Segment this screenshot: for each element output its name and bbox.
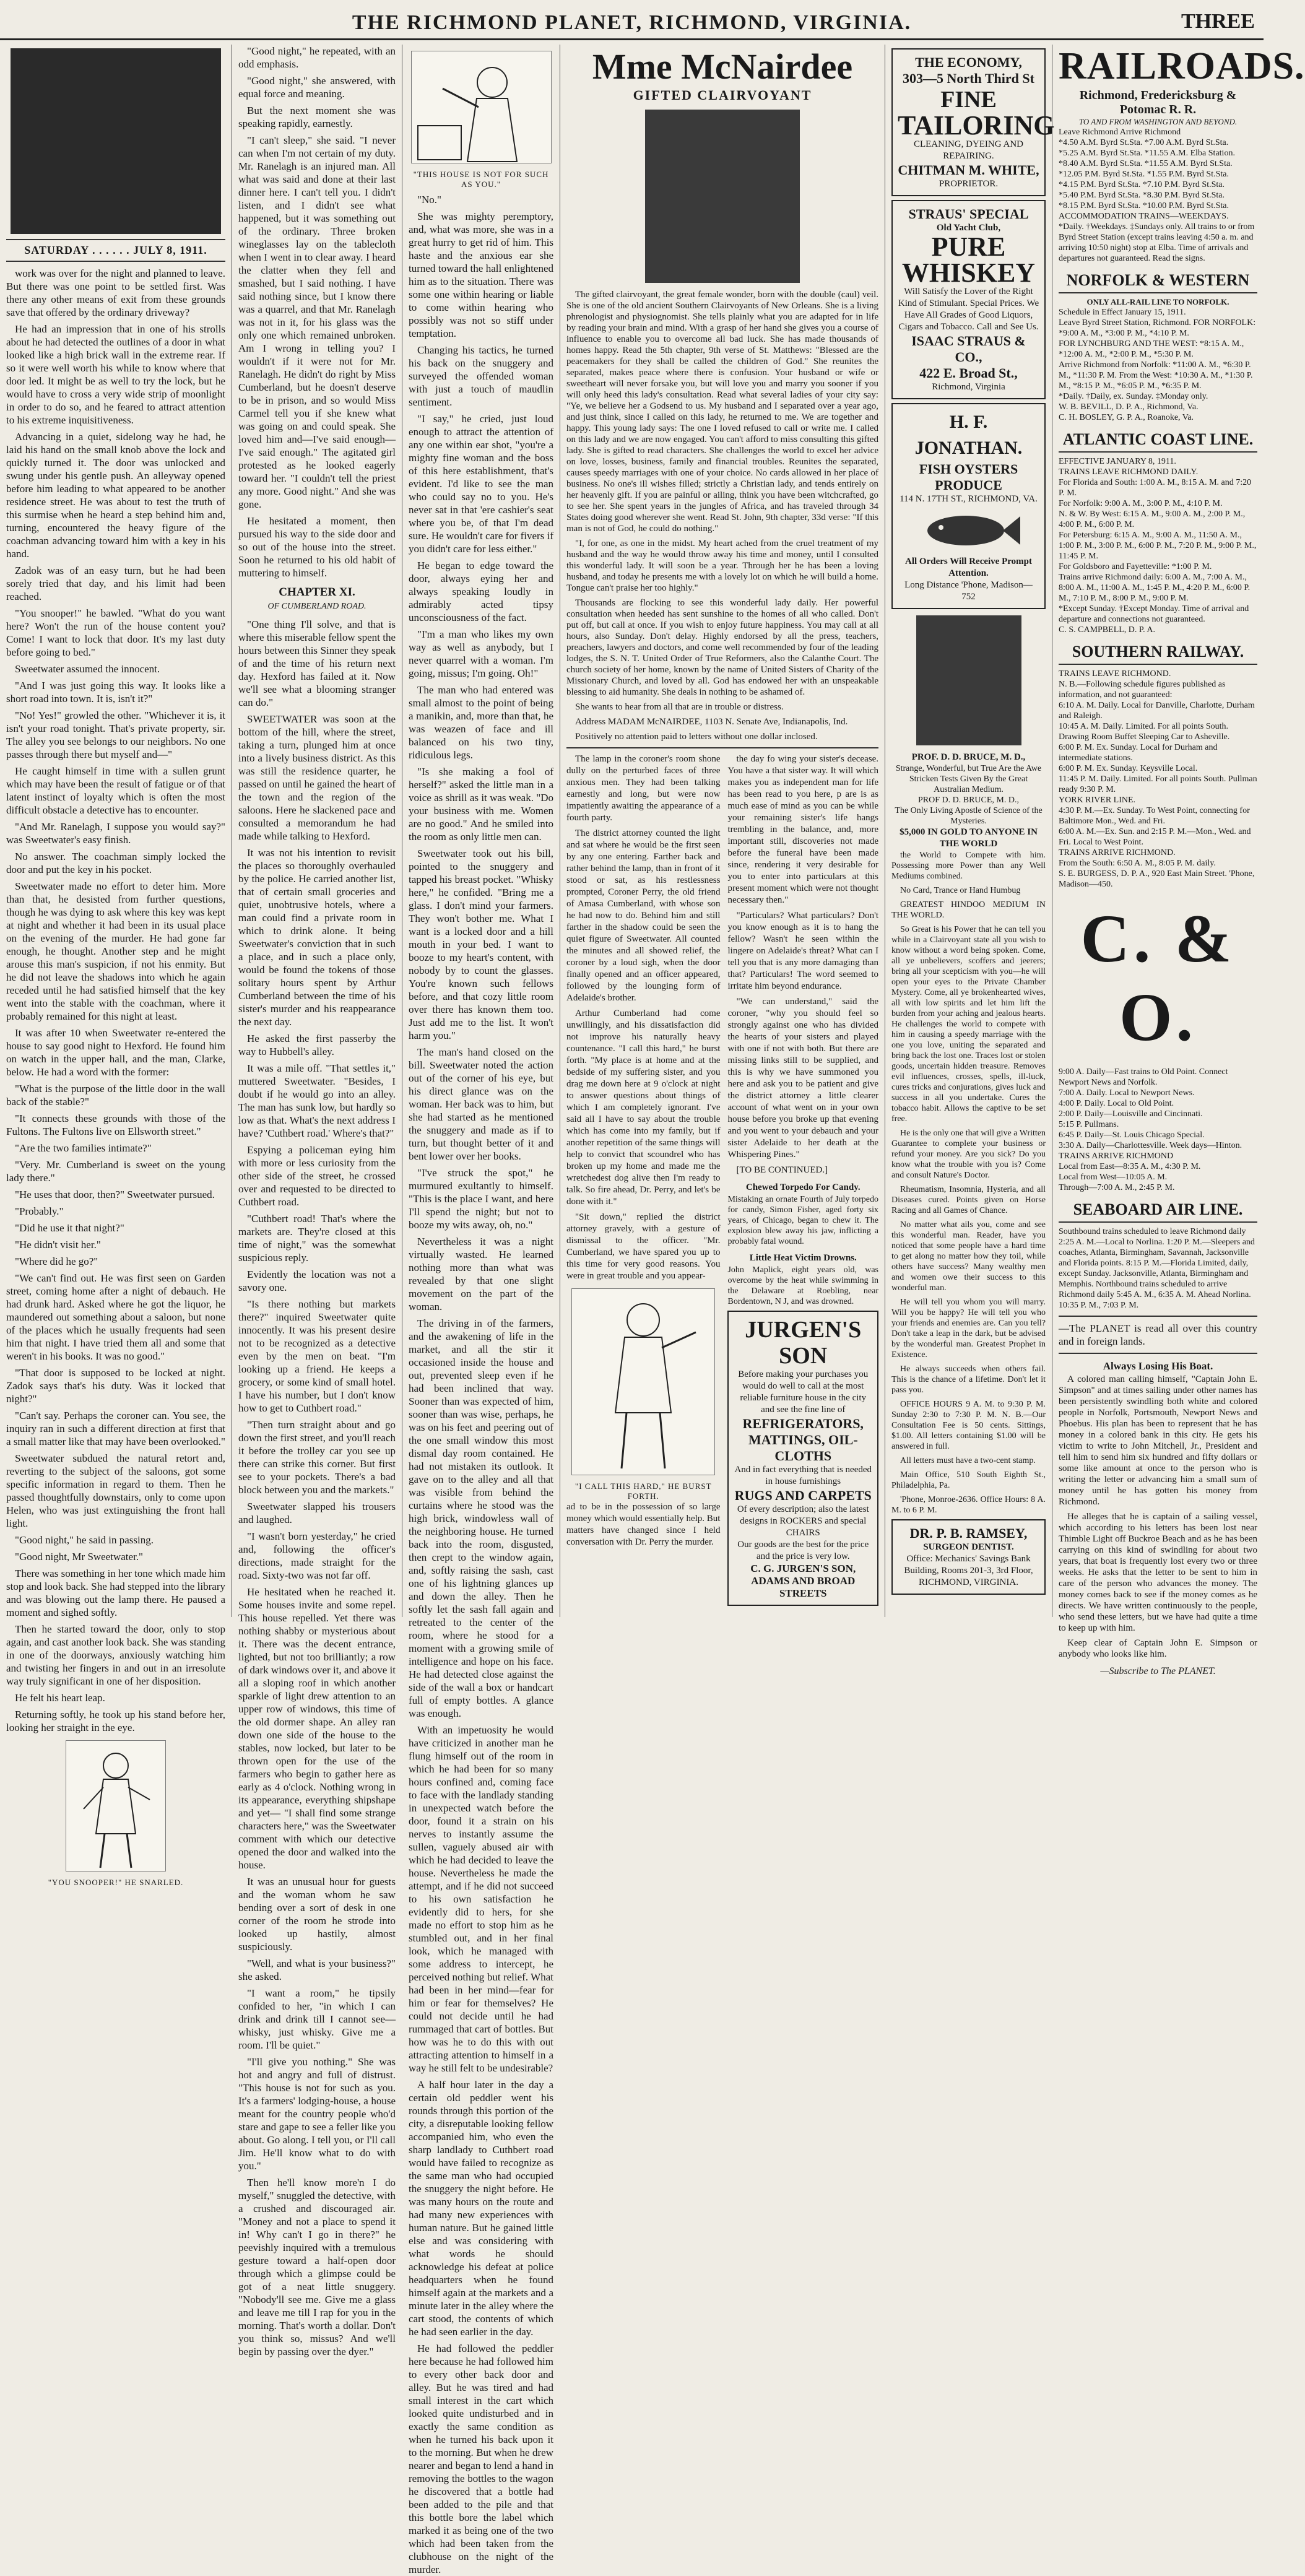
paragraph-4: "I say," he cried, just loud enough to attract the attention of any one within ear shot, "you're a mighty fine woman and the boss of this here establishment, that's evident. I'd like to see the man who could say no to you. He's never sat in that 'ere cashier's seat where you be, of that I'm dead sure. He wouldn't care for fivers if you didn't care for less either." xyxy=(409,413,553,555)
paragraph-18: He hesitated when he reached it. Some houses invite and some repel. This house repelled. Yet there was nothing shabby or mysterious about it. There was the decent entrance, lighted, but not too brilliantly; a row of dark windows over it, and above it all a sloping roof in which another sparkle of light drew attention to an upper row of windows, this time of the old dormer shape. An alley ran down one side of the house to the stables, now locked, but later to be thrown open for the use of the farmers who begin to gather here as early as 4 o'clock. Nothing wrong in its appearance, everything shipshape and yet— "I shall find some strange characters here," was the Sweetwater comment with which our detective opened the door and walked into the house. xyxy=(238,1586,396,1871)
acl-line-6: For Petersburg: 6:15 A. M., 9:00 A. M., 11:50 A. M., 1:00 P. M., 3:00 P. M., 6:00 P. M., 7:20 P. M., 9:00 P. M., 11:45 P. M. xyxy=(1059,531,1257,561)
paragraph-16: Sweetwater slapped his trousers and laughed. xyxy=(238,1501,396,1525)
jurgen-ad-prices: Our goods are the best for the price and the price is very low. xyxy=(737,1540,869,1561)
paragraph-15: "Then turn straight about and go down the first street, and you'll reach it before the trolley car you see up there can strike this corner. But first see to your pockets. There's a bad block between you and the markets." xyxy=(238,1419,396,1496)
rfp-line-10: *Daily. †Weekdays. ‡Sundays only. All trains to or from Byrd Street Station (except trains leaving 4:50 a. m. and arriving 10:50 night) stop at Elba. Time of arrivals and departures not guaranteed. Read the signs. xyxy=(1059,222,1255,263)
story-paragraph-2: The district attorney counted the light and sat where he would be the first seen by any one entering. Farther back and rather behind the lamp, than in front of it stood or sat, as his restlessness prompted, Coroner Perry, the old friend of Amasa Cumberland, with whose son he had now to do. Behind him and still farther in the shadow could be seen the quiet figure of Sweetwater. All counted the minutes and all showed relief, the coroner by a loud sigh, when the door finally opened and an officer appeared, followed by the lounging form of Adelaide's brother. xyxy=(566,828,721,1003)
story-right-text xyxy=(727,753,878,1176)
newspaper-title: THE RICHMOND PLANET, RICHMOND, VIRGINIA. xyxy=(352,11,912,34)
co-line-2: 7:00 A. Daily. Local to Newport News. xyxy=(1059,1088,1195,1098)
paragraph-10: It was a mile off. "That settles it," muttered Sweetwater. "Besides, I doubt if he would go into an alley. The man has sunk low, but hardly so low as that. What's the next address I have? 'Cuthbert road.' Where's that?" xyxy=(238,1062,396,1139)
paragraph-6: Sweetwater assumed the innocent. xyxy=(15,663,160,675)
southern-line-13: S. E. BURGESS, D. P. A., 920 East Main Street. 'Phone, Madison—450. xyxy=(1059,869,1255,889)
paragraph-20: "Well, and what is your business?" she asked. xyxy=(238,1958,396,1982)
short-item-title: Little Heat Victim Drowns. xyxy=(749,1253,857,1263)
clairvoyant-ad xyxy=(566,46,878,742)
rfp-line-4: *8.40 A.M. Byrd St.Sta. *11.55 A.M. Byrd St.Sta. xyxy=(1059,159,1233,168)
story-bottom-text: ad to be in the possession of so large money which would essentially help. But matters have changed since I held conversation with Dr. Perry the murder. xyxy=(566,1502,721,1547)
economy-tailoring-ad xyxy=(891,48,1055,196)
bruce-ad-text xyxy=(891,850,1046,1516)
co-line-8: TRAINS ARRIVE RICHMOND xyxy=(1059,1151,1174,1161)
paragraph-29: There was something in her tone which made him stop and look back. She had stepped into the library and was blowing out the lamp there. He paused a moment and sighed softly. xyxy=(6,1568,225,1618)
rfp-schedule xyxy=(1059,127,1257,264)
economy-owner: CHITMAN M. WHITE, xyxy=(898,162,1039,178)
paragraph-31: He felt his heart leap. xyxy=(15,1692,105,1704)
paragraph-17: "I wasn't born yesterday," he cried and, following the officer's directions, made straight for the road. Sixty-two was not far off. xyxy=(238,1530,396,1581)
bruce-paragraph-1: the World to Compete with him. Possessing more Power than any Well Mediums combined. xyxy=(891,851,1046,881)
southern-line-11: TRAINS ARRIVE RICHMOND. xyxy=(1059,848,1176,857)
ad-paragraph-4: She wants to hear from all that are in trouble or distress. xyxy=(575,702,784,712)
planet-note: —The PLANET is read all over this country and in foreign lands. xyxy=(1059,1322,1257,1347)
acl-line-4: For Norfolk: 9:00 A. M., 3:00 P. M., 4:10 P. M. xyxy=(1059,499,1223,508)
boat-paragraph-2: He alleges that he is captain of a sailing vessel, which according to his letters has been lost near Thimble Light off Buckroe Beach and as he has been carrying on this kind of swindling for about two years, that boat is frequently lost every two or three weeks. He asks that the letter to be sent to him in care of the person who advances the money. The money comes back to see if the money comes as he directs. We have written continuously to the people, who send these letters, but we have had quite a time to keep up with him. xyxy=(1059,1512,1257,1633)
rfp-line-2: *4.50 A.M. Byrd St.Sta. *7.00 A.M. Byrd St.Sta. xyxy=(1059,138,1229,147)
seaboard-title: SEABOARD AIR LINE. xyxy=(1059,1200,1257,1223)
straus-text: Will Satisfy the Lover of the Right Kind of Stimulant. Special Prices. We Have All Grades of Good Liquors, Cigars and Tobacco. Call and See Us. xyxy=(898,287,1039,332)
economy-address: 303—5 North Third St xyxy=(903,71,1034,86)
southern-line-8: YORK RIVER LINE. xyxy=(1059,796,1136,805)
chapter-subheading: OF CUMBERLAND ROAD. xyxy=(267,602,366,611)
nw-line-6: W. B. BEVILL, D. P. A., Richmond, Va. xyxy=(1059,402,1199,412)
paragraph-12: Nevertheless it was a night virtually wasted. He learned nothing more than what was revealed by that one slight movement on the part of the woman. xyxy=(409,1236,553,1312)
paragraph-3: Changing his tactics, he turned his back on the snuggery and surveyed the offended woman with just a touch of maudlin sentiment. xyxy=(409,344,553,408)
boat-headline: Always Losing His Boat. xyxy=(1103,1360,1213,1372)
paragraph-4: "I can't sleep," she said. "I never can when I'm not certain of my duty. Mr. Ranelagh is an injured man. All what was said and done at their last dinner here. I can't tell you. I didn't listen, and I didn't see what happened, but it was something out of the ordinary. Three broken wineglasses lay on the tablecloth when I went in to clear away. I heard the clatter when they fell and smashed, but I said nothing. I have said nothing since, but I know there was a quarrel, and that Mr. Ranelagh was not in it, for his glass was the only one which remained unbroken. Am I wrong in telling you? I wouldn't if it were not for Mr. Ranelagh. He didn't do right by Miss Cumberland, but he doesn't deserve to be in prison, and so would Miss Carmel tell you if she knew what was going on and could speak. She loved him and—I've said enough—I've said enough." The agitated girl protested as he looked eagerly toward her. "I couldn't tell the priest any more. Good night." And she was gone. xyxy=(238,134,396,510)
divider xyxy=(1059,1316,1257,1317)
paragraph-7: SWEETWATER was soon at the bottom of the hill, where the street, taking a turn, plunged him at once into a lively business district. As this was still the residence quarter, he passed on until he gained the heart of the town and the region of the saloons. Here he slackened pace and consulted a memorandum he had made while talking to Hexford. xyxy=(238,713,396,842)
boat-paragraph-3: Keep clear of Captain John E. Simpson or anybody who looks like him. xyxy=(1059,1638,1257,1659)
short-item-title: Chewed Torpedo For Candy. xyxy=(745,1182,861,1192)
economy-services: CLEANING, DYEING AND REPAIRING. xyxy=(913,139,1024,161)
bruce-paragraph-2: No Card, Trance or Hand Humbug xyxy=(900,886,1021,895)
paragraph-4: Zadok was of an easy turn, but he had been sorely tried that day, and his limit had been reached. xyxy=(6,565,225,602)
railroads-heading: RAILROADS. xyxy=(1059,45,1305,87)
southern-line-4: 10:45 A. M. Daily. Limited. For all points South. Drawing Room Buffet Sleeping Car to Asheville. xyxy=(1059,722,1230,742)
paragraph-7: "And I was just going this way. It looks like a short road into town. It is, isn't it?" xyxy=(6,680,225,705)
co-line-1: 9:00 A. Daily—Fast trains to Old Point. Connect Newport News and Norfolk. xyxy=(1059,1067,1228,1087)
straus-heading: STRAUS' SPECIAL xyxy=(908,206,1029,222)
bruce-paragraph-13: 'Phone, Monroe-2636. Office Hours: 8 A. M. to 6 P. M. xyxy=(891,1495,1046,1515)
paragraph-16: "Are the two families intimate?" xyxy=(15,1142,152,1154)
co-schedule xyxy=(1059,1067,1257,1193)
story-paragraph-3: "We can understand," said the coroner, "why you should feel so strongly against one who has divided the hearts of your sisters and played with one if not with both. But there are missing links still to be supplied, and this is why we have summoned you here and ask you to be patient and give the district attorney a little clearer account of what went on in your own house before you broke up that evening and you went to your debauch and your sister Adelaide to her death at the Whispering Pines." xyxy=(727,997,878,1160)
column-5 xyxy=(885,45,1055,1617)
southern-line-1: TRAINS LEAVE RICHMOND. xyxy=(1059,669,1171,679)
nw-subtitle: ONLY ALL-RAIL LINE TO NORFOLK. xyxy=(1086,297,1229,306)
jonathan-phone: Long Distance 'Phone, Madison—752 xyxy=(904,580,1033,602)
dentist-title: SURGEON DENTIST. xyxy=(923,1542,1014,1552)
paragraph-8: It was not his intention to revisit the places so thoroughly overhauled by the police. He carried another list, that of certain small groceries and quiet, unobtrusive hotels, where a man could find a private room in which to drink alone. It being Sweetwater's conviction that in such a place, and in such a place only, would be found the tokens of those solitary hours spent by Arthur Cumberland between the time of his sister's murder and his reappearance the next day. xyxy=(238,847,396,1028)
paragraph-19: "Probably." xyxy=(15,1205,64,1217)
paragraph-5: "You snooper!" he bawled. "What do you want here? Won't the run of the house content you? Come! I want to lock that door. It's my last duty before going to bed." xyxy=(6,607,225,658)
paragraph-18: "He uses that door, then?" Sweetwater pursued. xyxy=(15,1189,215,1200)
acl-line-9: *Except Sunday. †Except Monday. Time of arrival and departure and connections not guaranteed. xyxy=(1059,604,1249,624)
paragraph-12: Sweetwater made no effort to deter him. More than that, he desisted from further questions, though he was dying to ask where this key was kept at night and whether it had been in its usual place on the evening of the murder. He had gone far enough, he thought. Another step and he might arouse this man's suspicion, if not his enmity. But he did not leave the shadows into which he again receded until he had satisfied himself that the key went into the stable with the coachman, where it probably remained for this night at least. xyxy=(6,880,225,1022)
bruce-paragraph-4: So Great is his Power that he can tell you while in a Clairvoyant state all you wish to know without a word being spoken. Come, all ye unbelievers, scoffers and jeerers; bring all your scepticism with you—he will open your eyes to the Private Chamber Mystery. Come, all ye brokenhearted wives, all with low spirits and let him lift the burden from your aching and jealous hearts. He challenges the world to compete with him in causing a speedy marriage with the one you love, uniting the separated and bring back the lost one. Traces lost or stolen goods, uncertain hidden treasure. Removes evil influences, crosses, spells, ill-luck, cures tricks and conjurations, gives luck and success in all you undertake. Cures the tobacco habit. Allows the captive to be set free. xyxy=(891,925,1046,1124)
paragraph-12: "Cuthbert road! That's where the markets are. They're closed at this time of night," was the somewhat suspicious reply. xyxy=(238,1213,396,1264)
clairvoyant-ad-title: Mme McNairdee xyxy=(592,46,853,87)
illustration-arthur xyxy=(571,1288,715,1475)
boat-article xyxy=(1059,1374,1257,1660)
straus-whiskey: PURE WHISKEY xyxy=(901,232,1036,288)
illustration-caption: "YOU SNOOPER!" HE SNARLED. xyxy=(48,1878,184,1887)
paragraph-8: "No! Yes!" growled the other. "Whichever it is, it isn't your road tonight. That's private property, sir. The alley you see belongs to our neighbors. No one passes through there but myself and—" xyxy=(6,709,225,760)
acl-line-3: For Florida and South: 1:00 A. M., 8:15 A. M. and 7:20 P. M. xyxy=(1059,478,1252,498)
paragraph-21: "I want a room," he tipsily confided to her, "in which I can drink and drink till I cannot see—whisky, just whisky. Give me a room. I'll be quiet." xyxy=(238,1987,396,2051)
rfp-line-1: Leave Richmond Arrive Richmond xyxy=(1059,128,1181,137)
nw-schedule xyxy=(1059,307,1257,423)
paragraph-19: It was an unusual hour for guests and the woman whom he saw bending over a sort of desk in one corner of the room he strode into looked up hastily, almost suspiciously. xyxy=(238,1876,396,1953)
bruce-paragraph-8: He will tell you whom you will marry. Will you be happy? He will tell you who your friends and enemies are. Can you tell? Don't take a leap in the dark, but be advised by the wonderful man. Greatest Prophet in Existence. xyxy=(891,1298,1046,1360)
divider xyxy=(1059,1353,1257,1354)
short-item-body: John Maplick, eight years old, was overcome by the heat while swimming in the Delaware at Roebling, near Bordentown, N J, and was drowned. xyxy=(727,1265,878,1306)
bruce-line-1: Strange, Wonderful, but True Are the Awe Stricken Tests Given By the Great Australian Medium. xyxy=(895,764,1042,794)
bruce-paragraph-3: GREATEST HINDOO MEDIUM IN THE WORLD. xyxy=(891,900,1046,920)
jurgen-ad-rockers: Of every description; also the latest designs in ROCKERS and special CHAIRS xyxy=(737,1504,869,1538)
issue-date: SATURDAY . . . . . . JULY 8, 1911. xyxy=(6,239,225,262)
masthead xyxy=(0,0,1264,40)
dentist-ad xyxy=(891,1519,1046,1595)
southern-line-12: From the South: 6:50 A. M., 8:05 P. M. daily. xyxy=(1059,859,1216,868)
paragraph-23: Then he'll know more'n I do myself," snuggled the detective, with a crushed and discouraged air. "Money and not a place to spend it in! Why can't I go in there?" he peevishly inquired with a tremulous gesture toward a half-open door through which a glimpse could be got of a neat little snuggery. "Nobody'll see me. Give me a glass and leave me till I rap for you in the morning. That's worth a dollar. Don't you think so, missus? And we'll begin by passing over the dyer." xyxy=(238,2177,396,2357)
column-1 xyxy=(0,45,232,1887)
bruce-paragraph-6: Rheumatism, Insomnia, Hysteria, and all Diseases cured. Points given on Horse Racing and all Games of Chance. xyxy=(891,1185,1046,1215)
bruce-paragraph-11: All letters must have a two-cent stamp. xyxy=(900,1456,1036,1465)
paragraph-11: No answer. The coachman simply locked the door and put the key in his pocket. xyxy=(6,851,225,875)
paragraph-6: "One thing I'll solve, and that is where this miserable fellow spent the hours between this Sinner they speak of and the time of his return next day. Hexford has failed at it. Now we'll see what a blooming stranger can do." xyxy=(238,618,396,708)
southern-line-7: 11:45 P. M. Daily. Limited. For all points South. Pullman ready 9:30 P. M. xyxy=(1059,774,1257,794)
jurgen-ad-rugs: RUGS AND CARPETS xyxy=(734,1488,872,1503)
rfp-line-5: *12.05 P.M. Byrd St.Sta. *1.55 P.M. Byrd St.Sta. xyxy=(1059,170,1229,179)
nw-line-7: C. H. BOSLEY, G. P. A., Roanoke, Va. xyxy=(1059,413,1194,422)
paragraph-15: "It connects these grounds with those of the Fultons. The Fultons live on Ellsworth street." xyxy=(6,1112,225,1137)
ad-paragraph-1: The gifted clairvoyant, the great female wonder, born with the double (caul) veil. She is one of the old ancient Southern Clairvoyants of New Orleans. She is a living phrenologist and physiognomist. She tells plainly what you are adapted for in life by reading your brain and mind. With a grasp of her hand she gives you a course of influence to enable you to overcome all bad luck. She has made thousands of homes happy. Read the 5th chapter, 9th verse of St. Matthews: "Blessed are the peacemakers for they shall be called the children of God." She reunites the separated, makes peace where there is confusion. Your husband or wife or sweetheart will never forsake you, but will love you and marry you sooner if you will only heed this lady's consultation. Read what several ladies of your city say: "Ye, we believe her a Godsend to us. My husband and I separated over a year ago, and just think, since I called on this lady, he returned to me. We are together and happy. This young lady says: The one I loved refused to call or write me. I called on this lady and we are now engaged. You can't afford to miss consulting this gifted lady. She is gifted to read characters. She challenges the world to excel her advice on love, losses, business, family and financial troubles. Reunites the separated, causes speedy marriages with one of your choice. No cards allowed in her place of business. No one's ill wishes filled; strictly a Christian lady, and tends entirely on her heavenly gift. If you are painful or ailing, think you have been witchcrafted, go to see her. She spent years in the jungles of Africa, and has traveled through 34 States doing good wherever she went. Read St. John, 9th chapter, 33d verse: "If this man is not of God, he could do nothing." xyxy=(566,290,878,534)
rfp-line-8: *8.15 P.M. Byrd St.Sta. *10.00 P.M. Byrd St.Sta. xyxy=(1059,201,1229,210)
paragraph-13: Evidently the location was not a savory one. xyxy=(238,1268,396,1293)
story-right-column xyxy=(727,753,878,1610)
ad-paragraph-2: "I, for one, as one in the midst. My heart ached from the cruel treatment of my husband and the way he would throw away his time and money, until I consulted this wonderful lady. It will soon be a year. Through her he has been a loving husband, and today he presents me with a lovely lot on which he will build a home. Tongue can't praise her too highly." xyxy=(566,539,878,593)
acl-title: ATLANTIC COAST LINE. xyxy=(1059,430,1257,453)
story-paragraph-1: The lamp in the coroner's room shone dully on the perturbed faces of three anxious men. They had been talking earnestly and long, but were now impatiently awaiting the appearance of a fourth party. xyxy=(566,754,721,823)
jurgen-ad-intro: Before making your purchases you would do well to call at the most reliable furniture house in the city and see the fine line of xyxy=(738,1369,869,1415)
paragraph-25: "Can't say. Perhaps the coroner can. You see, the inquiry ran in such a different direction at first that a small matter like that may have been overlooked." xyxy=(6,1410,225,1447)
paragraph-7: The man who had entered was small almost to the point of being a manikin, and, more than that, he was weazen of face and ill balanced on his two tiny, ridiculous legs. xyxy=(409,684,553,761)
acl-schedule xyxy=(1059,456,1257,635)
arthur-sketch-icon xyxy=(572,1289,714,1475)
bruce-line-2: PROF D. D. BRUCE, M. D., xyxy=(918,796,1019,805)
bruce-header-text xyxy=(891,763,1046,826)
clairvoyant-ad-text xyxy=(566,289,878,742)
story-paragraph-3: Arthur Cumberland had come unwillingly, and his dissatisfaction did not improve his naturally heavy countenance. "I call this hard," he burst forth. "My place is at home and at the bedside of my suffering sister, and you drag me down here at 9 o'clock at night to answer questions about things of which I am completely ignorant. I've said all I have to say about the trouble which has come into my family, but if another repetition of the same things will help to convict that scoundrel who has broken up my home and made me the wretchedest dog alive then I'm ready to talk. So fire ahead, Dr. Perry, and let's be done with it." xyxy=(566,1008,721,1207)
bruce-paragraph-10: OFFICE HOURS 9 A. M. to 9:30 P. M. Sunday 2:30 to 7:30 P. M. N. B.—Our Consultation Fee is 50 cents. Sittings, $1.00. All letters containing $1.00 will be answered in full. xyxy=(891,1400,1046,1451)
jurgen-ad-title: JURGEN'S SON xyxy=(745,1317,862,1369)
jonathan-address: 114 N. 17TH ST., RICHMOND, VA. xyxy=(900,494,1038,504)
bruce-paragraph-9: He always succeeds when others fail. This is the chance of a lifetime. Don't let it pass you. xyxy=(891,1364,1046,1395)
ad-paragraph-6: Positively no attention paid to letters without one dollar inclosed. xyxy=(575,732,818,742)
paragraph-32: Returning softly, he took up his stand before her, looking her straight in the eye. xyxy=(6,1709,225,1733)
acl-line-1: EFFECTIVE JANUARY 8, 1911. xyxy=(1059,457,1176,466)
paragraph-20: "Did he use it that night?" xyxy=(15,1222,124,1234)
paragraph-9: He asked the first passerby the way to Hubbell's alley. xyxy=(238,1033,396,1057)
column-2 xyxy=(232,45,402,2357)
ad-paragraph-5: Address MADAM McNAIRDEE, 1103 N. Senate Ave, Indianapolis, Ind. xyxy=(575,717,848,727)
paragraph-5: He hesitated a moment, then pursued his way to the side door and so out of the house into the street. Soon he returned to his old habit of muttering to himself. xyxy=(238,515,396,579)
paragraph-10: "And Mr. Ranelagh, I suppose you would say?" was Sweetwater's easy finish. xyxy=(6,821,225,846)
nw-line-1: Schedule in Effect January 15, 1911. xyxy=(1059,308,1186,317)
paragraph-16: He had followed the peddler here because he had followed him to every other back door and alley. But he was tired and had small interest in the cart which looked quite undisturbed and in exactly the same condition as when he turned his back upon it to the morning. But when he drew nearer and began to lend a hand in removing the bottles to the wagon he discovered that a bottle had been added to the pile and that this bottle bore the label which marked it as being one of the two which had been taken from the clubhouse on the night of the murder. xyxy=(409,2343,553,2575)
page-number: THREE xyxy=(1181,10,1255,33)
southern-line-5: 6:00 P. M. Ex. Sunday. Local for Durham and intermediate stations. xyxy=(1059,743,1218,763)
fish-icon xyxy=(916,509,1021,552)
paragraph-17: "Very. Mr. Cumberland is sweet on the young lady there." xyxy=(6,1159,225,1184)
story-paragraph-4: "Sit down," replied the district attorney gravely, with a gesture of dismissal to the officer. "Mr. Cumberland, we have spared you up to this time for very good reasons. You were in great trouble and you appear- xyxy=(566,1212,721,1281)
straus-address: 422 E. Broad St., xyxy=(919,365,1018,381)
subscribe-note: —Subscribe to The PLANET. xyxy=(1100,1666,1216,1676)
story-illustration-caption: "I CALL THIS HARD," HE BURST FORTH. xyxy=(574,1481,712,1501)
paragraph-11: Espying a policeman eying him with more or less curiosity from the other side of the street, he crossed over and requested to be directed to Cuthbert road. xyxy=(238,1144,396,1208)
paragraph-3: Advancing in a quiet, sidelong way he had, he laid his hand on the small knob above the lock and quickly turned it. The door was unlocked and swung under his gentle push. An alleyway opened before him leading to what appeared to be another residence street. He was about to test the truth of this surmise when he heard a step behind him and, turning, encountered the heavy figure of the coachman advancing toward him with a key in his hand. xyxy=(6,431,225,560)
southern-line-9: 4:30 P. M.—Ex. Sunday. To West Point, connecting for Baltimore Mon., Wed. and Fri. xyxy=(1059,806,1250,826)
illustration-landlady xyxy=(411,51,552,163)
economy-owner-title: PROPRIETOR. xyxy=(939,179,999,189)
jurgen-ad-furnishings: And in fact everything that is needed in house furnishings xyxy=(734,1465,872,1486)
illustration-caption-2: "THIS HOUSE IS NOT FOR SUCH AS YOU." xyxy=(413,170,549,189)
story-continuation xyxy=(566,753,878,1610)
paragraph-1: work was over for the night and planned to leave. But there was one point to be settled first. Was there any other means of exit from these grounds save that offered by the ordinary driveway? xyxy=(6,267,225,318)
economy-tailoring: TAILORING xyxy=(898,110,1055,141)
dentist-address: Office: Mechanics' Savings Bank Building, Rooms 201-3, 3rd Floor, RICHMOND, VIRGINIA. xyxy=(904,1554,1033,1587)
straus-subheading: Old Yacht Club, xyxy=(936,223,1001,233)
story-paragraph-2: "Particulars? What particulars? Don't you know enough as it is to hang the fellow? Wasn't he seen within the lingere on Adelaide's threat? What can I tell you that is any more damaging than that? Particulars! The word seemed to irritate him beyond endurance. xyxy=(727,911,878,991)
nw-title: NORFOLK & WESTERN xyxy=(1059,271,1257,293)
serial-story-part-2 xyxy=(238,45,396,2358)
landlady-sketch-icon xyxy=(412,51,551,163)
economy-name: THE ECONOMY, xyxy=(915,54,1022,70)
bruce-paragraph-12: Main Office, 510 South Eighth St., Philadelphia, Pa. xyxy=(891,1470,1046,1490)
story-left-text xyxy=(566,753,720,1282)
bruce-line-3: The Only Living Apostle of Science of the Mysteries. xyxy=(895,806,1043,826)
southern-line-10: 6:00 A. M.—Ex. Sun. and 2:15 P. M.—Mon., Wed. and Fri. Local to West Point. xyxy=(1059,827,1251,847)
straus-name: ISAAC STRAUS & CO., xyxy=(911,333,1026,365)
economy-fine: FINE xyxy=(940,87,997,113)
bruce-portrait xyxy=(916,615,1021,745)
jurgen-ad xyxy=(727,1311,878,1606)
co-line-11: Through—7:00 A. M., 2:45 P. M. xyxy=(1059,1183,1175,1192)
paragraph-21: "He didn't visit her." xyxy=(15,1239,101,1251)
column-6 xyxy=(1052,45,1305,1676)
dentist-name: DR. P. B. RAMSEY, xyxy=(909,1525,1028,1541)
paragraph-1: "Good night," he repeated, with an odd emphasis. xyxy=(238,45,396,70)
rfp-line-9: ACCOMMODATION TRAINS—WEEKDAYS. xyxy=(1059,212,1229,221)
story-paragraph-4: [TO BE CONTINUED.] xyxy=(736,1165,828,1175)
divider xyxy=(566,747,878,748)
paragraph-5: He began to edge toward the door, always eying her and always speaking loudly in admirably acted tipsy unconsciousness of the fact. xyxy=(409,560,553,623)
coachman-sketch-icon xyxy=(66,1741,165,1871)
rfp-line-3: *5.25 A.M. Byrd St.Sta. *11.55 A.M. Elba Station. xyxy=(1059,149,1235,158)
paragraph-3: But the next moment she was speaking rapidly, earnestly. xyxy=(238,105,396,129)
paragraph-15: A half hour later in the day a certain old peddler went his rounds through this portion of the city, a disreputable looking fellow accompanied him, who even the sharp landlady to Cuthbert road would have failed to recognize as the same man who had occupied the snuggery the night before. He was many hours on the route and had many new experiences with human nature. But he gained little else and was considering with what words he should acknowledge his defeat at police headquarters when he found himself again at the markets and a minute later in the alley where the cart stood, the contents of which he had seen earlier in the day. xyxy=(409,2079,553,2338)
paragraph-10: The man's hand closed on the bill. Sweetwater noted the action out of the corner of his eye, but his direct glance was on the woman. Her back was to him, but she had started as he mentioned the snuggery and made as if to turn, but thought better of it and bent lower over her books. xyxy=(409,1046,553,1162)
acl-line-7: For Goldsboro and Fayetteville: *1:00 P. M. xyxy=(1059,562,1212,571)
rfp-line-7: *5.40 P.M. Byrd St.Sta. *8.30 P.M. Byrd St.Sta. xyxy=(1059,191,1225,200)
straus-city: Richmond, Virginia xyxy=(932,382,1005,392)
jonathan-name: H. F. JONATHAN. xyxy=(914,412,1023,458)
rfp-subtitle: TO AND FROM WASHINGTON AND BEYOND. xyxy=(1078,117,1238,126)
jurgen-ad-refrigerators: REFRIGERATORS, MATTINGS, OIL-CLOTHS xyxy=(742,1416,864,1464)
jonathan-products: FISH OYSTERS PRODUCE xyxy=(919,461,1018,493)
co-line-5: 5:15 P. Pullmans. xyxy=(1059,1120,1119,1129)
engraving-image xyxy=(11,48,221,234)
serial-story-part-3 xyxy=(409,193,553,2576)
short-item-body: Mistaking an ornate Fourth of July torpedo for candy, Simon Fisher, aged forty six years, of Chicago, began to chew it. The explosion blew away his jaw, inflicting a probably fatal wound. xyxy=(727,1195,878,1246)
co-line-10: Local from West—10:05 A. M. xyxy=(1059,1173,1168,1182)
paragraph-24: "That door is supposed to be locked at night. Zadok says that's his duty. Was it locked that night?" xyxy=(6,1367,225,1405)
bruce-caption: PROF. D. D. BRUCE, M. D., xyxy=(911,752,1026,762)
story-paragraph-1: the day fo wing your sister's decease. You have a that sister way. It will which makes you as independent man for life has been read to you here, p are is as much ease of mind as you can be while your remaining sister's life hangs trembling in the balance, and, more important still, discoveries not made before the funeral have been made since, rendering it very desirable for you to enter into particulars at this present moment which were not thought necessary then." xyxy=(727,754,878,905)
bruce-paragraph-7: No matter what ails you, come and see this wonderful man. Reader, have you noticed that some people have a hard time to get along no matter how they toil, while others have success? Many wealthy men and women owe their success to this wonderful man. xyxy=(891,1220,1046,1293)
paragraph-22: "I'll give you nothing." She was hot and angry and full of distrust. "This house is not for such as you. It's a farmers' lodging-house, a house meant for the country people who'd stare and gape to see a feller like you about. Go along. I tell you, or I'll call Jim. He'll know what to do with you." xyxy=(238,2056,396,2172)
paragraph-22: "Where did he go?" xyxy=(15,1255,98,1267)
paragraph-23: "We can't find out. He was first seen on Garden street, coming home after a night of debauch. He had drunk hard. Asked where he got the liquor, he maundered out something about a saloon, but none of the places which he usually frequents had seen him that night. I have tried them all and some that weren't in his books. It was no good." xyxy=(6,1272,225,1362)
southern-title: SOUTHERN RAILWAY. xyxy=(1059,643,1257,665)
seaboard-schedule: Southbound trains scheduled to leave Richmond daily 2:25 A. M.—Local to Norlina. 1:20 P. M.—Sleepers and coaches, Atlanta, Birmingham, Savannah, Jacksonville and Florida points. 8:15 P. M.—Florida Limited, daily, except Sunday. Jacksonville, Atlanta, Birmingham and Memphis. Northbound trains scheduled to arrive Richmond daily 5:45 A. M., 6:35 A. M. Ahead Norlina. 10:35 P. M., 7:03 P. M. xyxy=(1059,1227,1255,1310)
paragraph-13: It was after 10 when Sweetwater re-entered the house to say good night to Hexford. He found him on watch in the upper hall, and the man, Clarke, below. He had a word with the former: xyxy=(6,1027,225,1078)
co-line-9: Local from East—8:35 A. M., 4:30 P. M. xyxy=(1059,1162,1201,1171)
boat-paragraph-1: A colored man calling himself, "Captain John E. Simpson" and at times sailing under other names has been persistently swindling both white and colored people in Norfolk, Portsmouth, Newport News and Phoebus. His plan has been to represent that he has money in a colored bank in this city. He gets his victim to write to John Mitchell, Jr., President and tell him to send him six hundred and fifty dollars or some like amount at once to the person who is writing the letter or advancing him a small sum of money until he has gotten his money from Richmond. xyxy=(1059,1374,1257,1507)
jurgen-ad-address: C. G. JURGEN'S SON, ADAMS AND BROAD STREETS xyxy=(750,1563,856,1599)
southern-schedule xyxy=(1059,669,1257,890)
nw-line-2: Leave Byrd Street Station, Richmond. FOR NORFOLK: *9:00 A. M., *3:00 P. M., *4:10 P. M. xyxy=(1059,318,1256,338)
paragraph-2: "Good night," she answered, with equal force and meaning. xyxy=(238,75,396,100)
paragraph-27: "Good night," he said in passing. xyxy=(15,1534,154,1546)
straus-ad xyxy=(891,200,1046,399)
co-line-3: 4:00 P. Daily. Local to Old Point. xyxy=(1059,1099,1174,1108)
acl-line-8: Trains arrive Richmond daily: 6:00 A. M., 7:00 A. M., 8:00 A. M., 11:00 A. M., 1:45 P. M., 4:20 P. M., 6:00 P. M., 7:10 P. M., 8:00 P. M., 9:00 P. M. xyxy=(1059,573,1251,603)
rfp-title: Richmond, Fredericksburg & Potomac R. R. xyxy=(1079,89,1237,116)
acl-line-2: TRAINS LEAVE RICHMOND DAILY. xyxy=(1059,467,1199,477)
acl-line-5: N. & W. By West: 6:15 A. M., 9:00 A. M., 2:00 P. M., 4:00 P. M., 6:00 P. M. xyxy=(1059,510,1246,529)
illustration-coachman xyxy=(66,1740,166,1871)
column-3 xyxy=(402,45,560,2575)
jonathan-orders: All Orders Will Receive Prompt Attention. xyxy=(905,557,1032,578)
paragraph-30: Then he started toward the door, only to stop again, and cast another look back. She was standing in one of the doorways, anxiously watching him and twisting her fingers in and out in an irresolute way truly significant in one of her disposition. xyxy=(6,1623,225,1687)
paragraph-9: Sweetwater took out his bill, pointed to the snuggery and tapped his breast pocket. "Whisky here," he confided. "Bring me a glass. I don't mind your farmers. They won't bother me. What I want is a locked door and a hill mouth in your bed. I want to booze to my heart's content, with nobody by to count the glasses. You're known such fellows before, and that cozy little room over there has known them too. Just add me to the list. It won't harm you." xyxy=(409,848,553,1041)
serial-story-part-1 xyxy=(6,267,225,1734)
paragraph-2: She was mighty peremptory, and, what was more, she was in a great hurry to get rid of him. This haste and the anxious ear she turned toward the hall enlightened him as to the situation. There was some one within hearing or liable to come within hearing who possibly was not so stiff under temptation. xyxy=(409,210,553,339)
paragraph-28: "Good night, Mr Sweetwater." xyxy=(15,1551,143,1563)
bruce-gold-offer: $5,000 IN GOLD TO ANYONE IN THE WORLD xyxy=(900,827,1038,849)
paragraph-14: "Is there nothing but markets there?" inquired Sweetwater quite innocently. It was his present desire not to be recognized as a detective even by the men on beat. "I'm looking up a friend. He keeps a grocery, or some kind of small hotel. I have his number, but I don't know how to get to Cuthbert road." xyxy=(238,1298,396,1414)
paragraph-13: The driving in of the farmers, and the awakening of life in the market, and all the stir it occasioned inside the house and out, prevented sleep even if he had been inclined that way. Sooner than was expected of him, sooner than was wise, perhaps, he was on his feet and peering out of the one small window this most dismal day room contained. He had not mistaken its outlook. It gave on to the alley and all that was visible from behind the curtains where he stood was the high brick, windowless wall of the neighboring house. He turned back into the room, disgusted, then crept to the window again, and, softly raising the sash, cast one of his lightning glances up and down the alley. Then he softly let the sash fall again and retreated to the center of the room, where he stood for a moment with a growing smile of intelligence and hope on his face. He had detected close against the side of the wall a box or handcart full of empty bottles. A glance was enough. xyxy=(409,1317,553,1719)
paragraph-11: "I've struck the spot," he murmured exultantly to himself. "This is the place I want, and here I'll spend the night; but not to booze my wits away, oh, no." xyxy=(409,1167,553,1231)
story-left-column xyxy=(566,753,720,1610)
southern-line-6: 6:00 P. M. Ex. Sunday. Keysville Local. xyxy=(1059,764,1198,773)
paragraph-26: Sweetwater subdued the natural retort and, reverting to the subject of the saloons, got some specific information in regard to them. Then he passed thoughtfully downstairs, only to come upon Helen, who was just extinguishing the front hall light. xyxy=(6,1452,225,1529)
rfp-line-6: *4.15 P.M. Byrd St.Sta. *7.10 P.M. Byrd St.Sta. xyxy=(1059,180,1225,189)
paragraph-9: He caught himself in time with a sullen grunt which may have been the result of fatigue or of that latent instinct of loyalty which is often the most difficult obstacle a detective has to encounter. xyxy=(6,765,225,816)
southern-line-3: 6:10 A. M. Daily. Local for Danville, Charlotte, Durham and Raleigh. xyxy=(1059,701,1255,721)
clairvoyant-portrait xyxy=(645,110,800,283)
column-4 xyxy=(560,45,885,1617)
co-line-4: 2:00 P. Daily—Louisville and Cincinnati. xyxy=(1059,1109,1203,1119)
nw-line-3: FOR LYNCHBURG AND THE WEST: *8:15 A. M., *12:00 A. M., *2:00 P. M., *5:30 P. M. xyxy=(1059,339,1244,359)
nw-line-5: *Daily. †Daily, ex. Sunday. ‡Monday only. xyxy=(1059,392,1208,401)
clairvoyant-ad-subtitle: GIFTED CLAIRVOYANT xyxy=(633,87,812,103)
co-line-6: 6:45 P. Daily—St. Louis Chicago Special. xyxy=(1059,1130,1205,1140)
jonathan-ad xyxy=(891,403,1046,609)
southern-line-2: N. B.—Following schedule figures published as information, and not guaranteed: xyxy=(1059,680,1226,700)
paragraph-2: He had an impression that in one of his strolls about he had detected the outlines of a door in what looked like a high brick wall in the extreme rear. If so it were well worth his while to know where that door led. It might be as well to try the lock, but he would have to cross a very wide strip of moonlight in order to do so, and he feared to attract attention to his extreme inquisitiveness. xyxy=(6,323,225,426)
bruce-paragraph-5: He is the only one that will give a Written Guarantee to complete your business or refund your money. Are you sick? Do you know what the trouble with you is? Come and consult Nature's Doctor. xyxy=(891,1129,1046,1180)
paragraph-8: "Is she making a fool of herself?" asked the little man in a voice as shrill as it was weak. "Do your business with me. Women are no good." And he smiled into the room as only little men can. xyxy=(409,766,553,843)
paragraph-14: "What is the purpose of the little door in the wall back of the stable?" xyxy=(6,1083,225,1108)
paragraph-14: With an impetuosity he would have criticized in another man he flung himself out of the room in which he had been for so many hours confined and, coming face to face with the landlady standing in unexpected watch before the door, found it a strain on his nerves to instantly assume the sullen, vaguely abused air with which he had decided to leave the house. Nevertheless he made the attempt, and if he did not succeed to his own satisfaction he evidently did to hers, for she made no effort to stop him as he stumbled out, and in her final look, which he managed with some address to intercept, he perceived nothing but relief. What had been in her mind—fear for him or fear for themselves? He could not decide until he had rummaged that cart of bottles. But how was he to do this with out attracting attention to himself in a way he still felt to be undesirable? xyxy=(409,1724,553,2074)
acl-line-10: C. S. CAMPBELL, D. P. A. xyxy=(1059,625,1155,635)
co-logo: C. & O. xyxy=(1080,901,1236,1055)
nw-line-4: Arrive Richmond from Norfolk: *11:00 A. M., *6:30 P. M., *11:30 P. M. From the West: *10:30 A. M., *1:30 P. M., *8:15 P. M., *6:05 P. M., *6:35 P. M. xyxy=(1059,360,1253,391)
ad-paragraph-3: Thousands are flocking to see this wonderful lady daily. Her powerful consultation when heeded has sent sunshine to the homes of all who called. Don't put off, but call at once. If you wish to enjoy future happiness. You may call at all hours, also Sunday. Don't delay. Highly endorsed by all the press, teachers, preachers, lawyers and doctors, and come well recommended by four of the leading lodges, the S. N. T. United Order of True Reformers, also the Calanthe Court. The church society of her home, known by the name of United Sisters of Charity of the Missionary Church, and loved by all. God has endowed her with an unspeakable blessing to aid humanity. She deals in nothing to be ashamed of. xyxy=(566,598,878,697)
co-line-7: 3:30 A. Daily—Charlottesville. Week days—Hinton. xyxy=(1059,1141,1242,1150)
bruce-ad xyxy=(891,615,1046,1516)
paragraph-1: "No." xyxy=(417,194,441,206)
chapter-heading: CHAPTER XI. xyxy=(279,586,355,599)
paragraph-6: "I'm a man who likes my own way as well as anybody, but I never quarrel with a woman. I'm going, missus; I'm going. Oh!" xyxy=(409,628,553,679)
short-news-items xyxy=(727,1182,878,1307)
